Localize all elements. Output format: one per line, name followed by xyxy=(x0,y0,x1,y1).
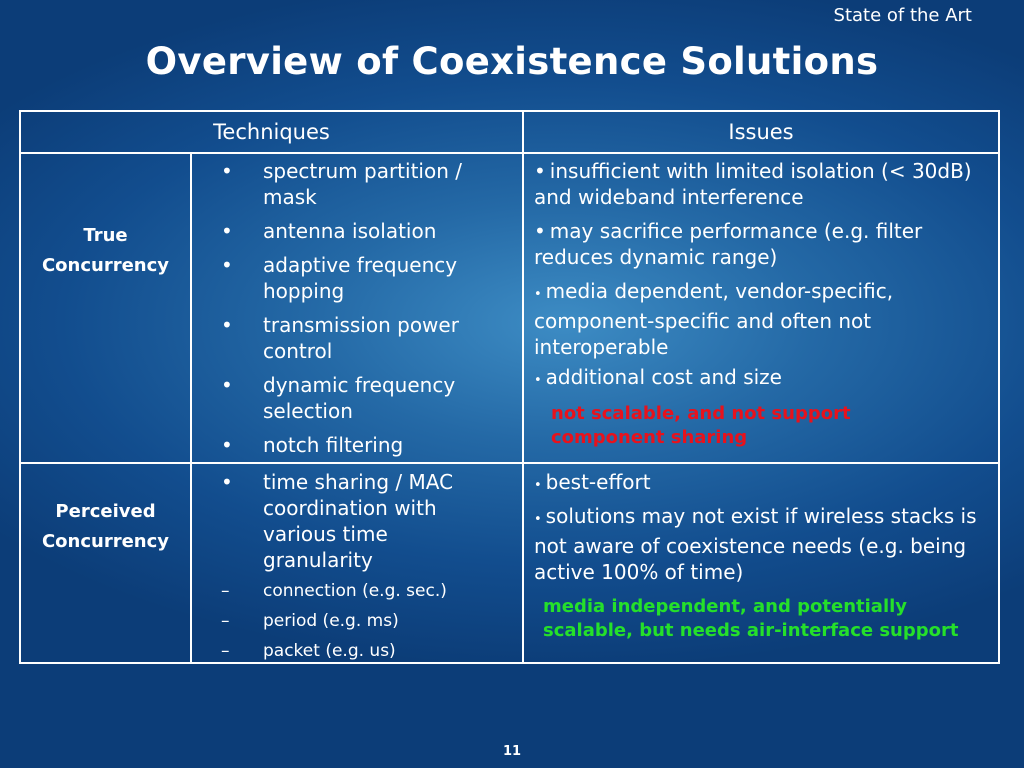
sub-technique-text: packet (e.g. us) xyxy=(263,641,396,661)
conclusion-note-red: not scalable, and not support component sharing xyxy=(551,403,851,448)
header-techniques: Techniques xyxy=(213,120,330,144)
row-label-line: True xyxy=(83,225,128,246)
technique-text: transmission power control xyxy=(263,313,459,363)
technique-item xyxy=(211,372,491,424)
row-label-line: Concurrency xyxy=(41,531,170,552)
row-label-line: Concurrency xyxy=(41,255,170,276)
bullet-marker: • xyxy=(534,373,542,388)
column-divider xyxy=(190,152,192,664)
dash-marker: – xyxy=(221,641,230,661)
page-number: 11 xyxy=(502,744,522,759)
bullet-marker: • xyxy=(221,433,233,457)
header-issues: Issues xyxy=(728,120,794,144)
dash-marker: – xyxy=(221,581,230,601)
issue-text: media dependent, vendor-specific, component-specific and often not interoperable xyxy=(534,279,894,359)
technique-text: antenna isolation xyxy=(263,219,437,243)
bullet-marker: • xyxy=(534,159,546,183)
dash-marker: – xyxy=(221,611,230,631)
bullet-marker: • xyxy=(534,512,542,527)
bullet-marker: • xyxy=(534,287,542,302)
technique-item xyxy=(211,158,491,210)
bullet-marker: • xyxy=(221,219,233,243)
issue-item xyxy=(534,218,996,270)
sub-technique-item xyxy=(211,579,491,603)
sub-technique-item xyxy=(211,639,491,663)
bullet-marker: • xyxy=(221,313,233,337)
bullet-marker: • xyxy=(221,159,233,183)
issue-text: additional cost and size xyxy=(545,365,782,389)
issue-text: insufficient with limited isolation (< 30dB) and wideband interference xyxy=(534,159,972,209)
issue-text: solutions may not exist if wireless stacks is not aware of coexistence needs (e.g. being active 100% of time) xyxy=(534,504,977,584)
technique-text: adaptive frequency hopping xyxy=(263,253,458,303)
technique-item xyxy=(211,469,491,573)
conclusion-note-green: media independent, and potentially scalable, but needs air-interface support xyxy=(543,596,959,641)
coexistence-table xyxy=(19,110,1000,664)
technique-text: dynamic frequency selection xyxy=(263,373,456,423)
issue-text: best-effort xyxy=(545,470,651,494)
technique-text: time sharing / MAC coordination with various time granularity xyxy=(263,470,454,572)
technique-text: notch filtering xyxy=(263,433,404,457)
row-label-true-concurrency xyxy=(21,221,190,281)
bullet-marker: • xyxy=(221,373,233,397)
technique-text: spectrum partition / mask xyxy=(263,159,462,209)
bullet-marker: • xyxy=(221,470,233,494)
technique-item xyxy=(211,432,491,458)
sub-technique-text: period (e.g. ms) xyxy=(263,611,399,631)
row-divider xyxy=(21,462,998,464)
bullet-marker: • xyxy=(534,478,542,493)
sub-technique-text: connection (e.g. sec.) xyxy=(263,581,447,601)
column-divider xyxy=(522,112,524,664)
slide-title: Overview of Coexistence Solutions xyxy=(145,40,879,83)
technique-item xyxy=(211,312,491,364)
technique-item xyxy=(211,218,491,244)
sub-technique-item xyxy=(211,609,491,633)
issue-item xyxy=(534,503,996,585)
issue-item xyxy=(534,364,996,394)
section-label: State of the Art xyxy=(833,5,972,26)
issue-item xyxy=(534,469,996,499)
issue-item xyxy=(534,278,996,360)
row-label-perceived-concurrency xyxy=(21,497,190,557)
issue-text: may sacrifice performance (e.g. filter reduces dynamic range) xyxy=(534,219,923,269)
bullet-marker: • xyxy=(221,253,233,277)
issue-item xyxy=(534,158,996,210)
bullet-marker: • xyxy=(534,219,546,243)
row-label-line: Perceived xyxy=(55,501,156,522)
row-divider xyxy=(21,152,998,154)
technique-item xyxy=(211,252,491,304)
